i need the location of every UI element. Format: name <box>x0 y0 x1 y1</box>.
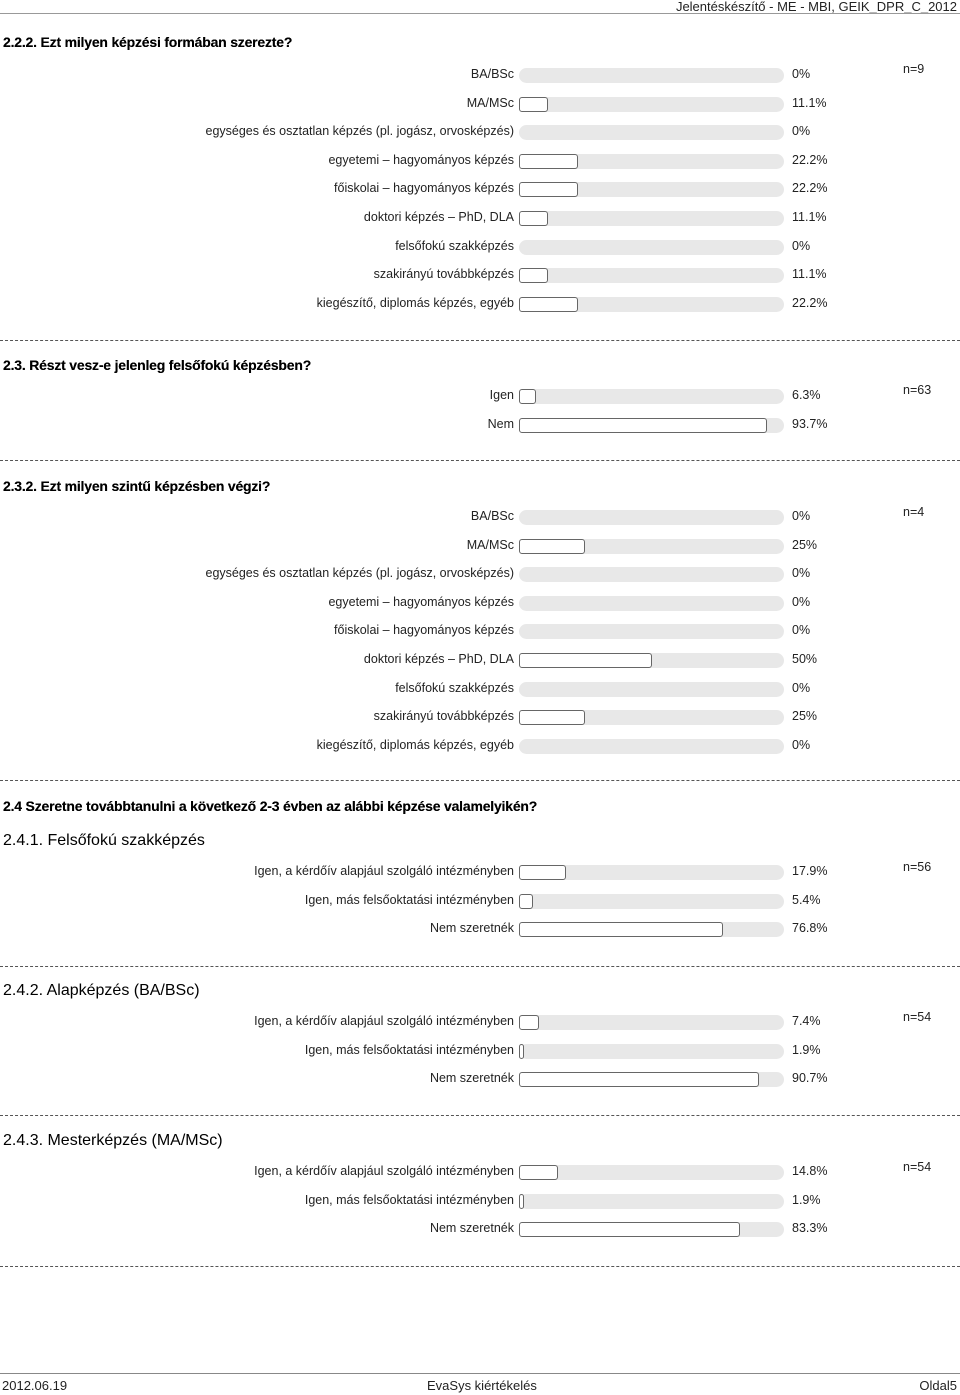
answer-label: felsőfokú szakképzés <box>395 681 514 695</box>
answer-label: egységes és osztatlan képzés (pl. jogász, orvosképzés) <box>205 124 514 138</box>
answer-row <box>0 651 960 671</box>
answer-label: Igen, más felsőoktatási intézményben <box>304 1043 514 1057</box>
percentage-bar-track <box>519 894 784 909</box>
answer-label: BA/BSc <box>470 509 514 523</box>
answer-row <box>0 680 960 700</box>
answer-label: Igen <box>489 388 514 402</box>
percentage-bar-fill <box>519 389 536 404</box>
percentage-bar-fill <box>519 418 767 433</box>
answer-row <box>0 238 960 258</box>
answer-row <box>0 416 960 436</box>
percentage-value: 22.2% <box>792 296 828 310</box>
answer-label: Igen, a kérdőív alapjául szolgáló intézményben <box>254 1164 514 1178</box>
answer-label: főiskolai – hagyományos képzés <box>334 181 514 195</box>
percentage-value: 0% <box>792 738 811 752</box>
percentage-bar-fill <box>519 1044 524 1059</box>
percentage-value: 0% <box>792 566 811 580</box>
answer-row <box>0 594 960 614</box>
section-subtitle: 2.4.1. Felsőfokú szakképzés <box>3 832 205 849</box>
percentage-bar-track <box>519 1044 784 1059</box>
percentage-value: 0% <box>792 124 811 138</box>
answer-row <box>0 152 960 172</box>
percentage-bar-track <box>519 240 784 255</box>
answer-row <box>0 622 960 642</box>
answer-label: doktori képzés – PhD, DLA <box>363 652 514 666</box>
percentage-bar-track <box>519 1165 784 1180</box>
percentage-bar-track <box>519 624 784 639</box>
response-count: n=54 <box>903 1160 932 1174</box>
answer-row <box>0 537 960 557</box>
answer-label: Igen, a kérdőív alapjául szolgáló intézményben <box>254 864 514 878</box>
percentage-value: 0% <box>792 509 811 523</box>
answer-label: kiegészítő, diplomás képzés, egyéb <box>316 296 514 310</box>
percentage-bar-fill <box>519 97 548 112</box>
footer-divider <box>0 1373 960 1374</box>
section-divider <box>0 1115 960 1116</box>
percentage-value: 11.1% <box>792 267 827 281</box>
percentage-value: 14.8% <box>792 1164 828 1178</box>
percentage-bar-track <box>519 653 784 668</box>
percentage-bar-track <box>519 1072 784 1087</box>
percentage-value: 0% <box>792 67 811 81</box>
answer-row <box>0 387 960 407</box>
answer-row <box>0 1013 960 1033</box>
response-count: n=4 <box>903 505 925 519</box>
answer-row <box>0 1163 960 1183</box>
percentage-bar-track <box>519 682 784 697</box>
answer-label: felsőfokú szakképzés <box>395 239 514 253</box>
percentage-value: 0% <box>792 681 811 695</box>
percentage-value: 25% <box>792 709 818 723</box>
percentage-bar-fill <box>519 182 578 197</box>
answer-row <box>0 66 960 86</box>
section-title: 2.3.2. Ezt milyen szintű képzésben végzi? <box>3 478 271 494</box>
percentage-bar-track <box>519 596 784 611</box>
percentage-bar-track <box>519 567 784 582</box>
percentage-value: 50% <box>792 652 818 666</box>
percentage-value: 17.9% <box>792 864 828 878</box>
percentage-value: 0% <box>792 595 811 609</box>
answer-row <box>0 1070 960 1090</box>
section-subtitle: 2.4.2. Alapképzés (BA/BSc) <box>3 982 200 999</box>
answer-label: MA/MSc <box>466 538 514 552</box>
percentage-bar-track <box>519 1015 784 1030</box>
answer-row <box>0 565 960 585</box>
percentage-value: 0% <box>792 623 811 637</box>
header-divider <box>0 13 960 14</box>
percentage-bar-fill <box>519 154 578 169</box>
percentage-value: 11.1% <box>792 210 827 224</box>
percentage-bar-fill <box>519 539 585 554</box>
answer-label: szakirányú továbbképzés <box>373 709 514 723</box>
percentage-value: 22.2% <box>792 153 828 167</box>
answer-label: Nem szeretnék <box>429 1221 514 1235</box>
percentage-value: 6.3% <box>792 388 821 402</box>
answer-row <box>0 1220 960 1240</box>
answer-label: Igen, a kérdőív alapjául szolgáló intézményben <box>254 1014 514 1028</box>
percentage-value: 22.2% <box>792 181 828 195</box>
answer-row <box>0 95 960 115</box>
answer-label: MA/MSc <box>466 96 514 110</box>
answer-row <box>0 123 960 143</box>
footer-page-number: Oldal5 <box>919 1378 957 1393</box>
section-title: 2.2.2. Ezt milyen képzési formában szerezte? <box>3 34 293 50</box>
percentage-bar-fill <box>519 865 566 880</box>
percentage-bar-track <box>519 68 784 83</box>
answer-label: doktori képzés – PhD, DLA <box>363 210 514 224</box>
percentage-bar-fill <box>519 1015 539 1030</box>
percentage-bar-fill <box>519 268 548 283</box>
answer-row <box>0 295 960 315</box>
percentage-value: 83.3% <box>792 1221 828 1235</box>
percentage-bar-track <box>519 739 784 754</box>
percentage-bar-track <box>519 1194 784 1209</box>
percentage-bar-track <box>519 710 784 725</box>
answer-label: Nem szeretnék <box>429 1071 514 1085</box>
percentage-bar-fill <box>519 1072 759 1087</box>
answer-row <box>0 737 960 757</box>
percentage-bar-track <box>519 97 784 112</box>
percentage-bar-track <box>519 389 784 404</box>
answer-label: BA/BSc <box>470 67 514 81</box>
section-title: 2.3. Részt vesz-e jelenleg felsőfokú képzésben? <box>3 357 312 373</box>
percentage-bar-track <box>519 539 784 554</box>
footer-date: 2012.06.19 <box>2 1378 68 1393</box>
answer-row <box>0 920 960 940</box>
answer-row <box>0 708 960 728</box>
percentage-value: 76.8% <box>792 921 828 935</box>
response-count: n=54 <box>903 1010 932 1024</box>
answer-row <box>0 508 960 528</box>
answer-label: Igen, más felsőoktatási intézményben <box>304 1193 514 1207</box>
footer-center-text: EvaSys kiértékelés <box>427 1378 537 1393</box>
percentage-value: 7.4% <box>792 1014 821 1028</box>
percentage-bar-track <box>519 268 784 283</box>
section-subtitle: 2.4.3. Mesterképzés (MA/MSc) <box>3 1132 223 1149</box>
percentage-bar-fill <box>519 922 723 937</box>
percentage-bar-fill <box>519 297 578 312</box>
section-divider <box>0 460 960 461</box>
answer-row <box>0 1042 960 1062</box>
percentage-bar-fill <box>519 710 585 725</box>
section-divider <box>0 340 960 341</box>
percentage-value: 93.7% <box>792 417 828 431</box>
section-divider <box>0 780 960 781</box>
percentage-bar-track <box>519 865 784 880</box>
section-divider <box>0 966 960 967</box>
percentage-value: 1.9% <box>792 1193 821 1207</box>
section-title: 2.4 Szeretne továbbtanulni a következő 2-3 évben az alábbi képzése valamelyikén? <box>3 798 538 814</box>
percentage-bar-fill <box>519 211 548 226</box>
percentage-bar-fill <box>519 1194 524 1209</box>
percentage-bar-track <box>519 182 784 197</box>
percentage-bar-track <box>519 922 784 937</box>
answer-row <box>0 266 960 286</box>
answer-label: kiegészítő, diplomás képzés, egyéb <box>316 738 514 752</box>
answer-label: Igen, más felsőoktatási intézményben <box>304 893 514 907</box>
answer-label: Nem <box>487 417 514 431</box>
percentage-bar-fill <box>519 1165 558 1180</box>
percentage-value: 11.1% <box>792 96 827 110</box>
section-divider <box>0 1266 960 1267</box>
response-count: n=63 <box>903 383 932 397</box>
response-count: n=56 <box>903 860 932 874</box>
percentage-bar-track <box>519 154 784 169</box>
percentage-bar-track <box>519 211 784 226</box>
answer-row <box>0 863 960 883</box>
report-title: Jelentéskészítő - ME - MBI, GEIK_DPR_C_2012 <box>675 0 957 14</box>
answer-row <box>0 180 960 200</box>
percentage-value: 5.4% <box>792 893 821 907</box>
percentage-bar-fill <box>519 894 533 909</box>
percentage-value: 1.9% <box>792 1043 821 1057</box>
percentage-bar-fill <box>519 653 652 668</box>
answer-row <box>0 892 960 912</box>
response-count: n=9 <box>903 62 925 76</box>
percentage-bar-track <box>519 510 784 525</box>
percentage-bar-track <box>519 1222 784 1237</box>
answer-row <box>0 209 960 229</box>
percentage-value: 25% <box>792 538 818 552</box>
answer-label: egységes és osztatlan képzés (pl. jogász, orvosképzés) <box>205 566 514 580</box>
percentage-bar-fill <box>519 1222 740 1237</box>
answer-label: főiskolai – hagyományos képzés <box>334 623 514 637</box>
answer-label: Nem szeretnék <box>429 921 514 935</box>
answer-row <box>0 1192 960 1212</box>
percentage-value: 0% <box>792 239 811 253</box>
answer-label: egyetemi – hagyományos képzés <box>328 153 514 167</box>
percentage-bar-track <box>519 418 784 433</box>
percentage-bar-track <box>519 125 784 140</box>
answer-label: szakirányú továbbképzés <box>373 267 514 281</box>
percentage-value: 90.7% <box>792 1071 828 1085</box>
percentage-bar-track <box>519 297 784 312</box>
answer-label: egyetemi – hagyományos képzés <box>328 595 514 609</box>
